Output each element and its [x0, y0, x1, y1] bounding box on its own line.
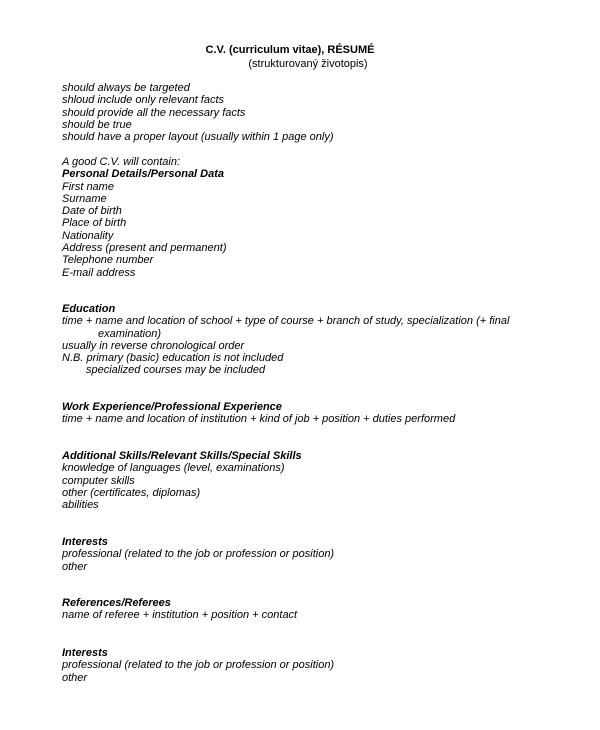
interests-item: professional (related to the job or profession or position) — [62, 659, 335, 672]
intro-line: should have a proper layout (usually within 1 page only) — [62, 131, 334, 144]
education-line: time + name and location of school + type of course + branch of study, specialization (+ final — [62, 315, 510, 328]
personal-section — [62, 156, 582, 279]
personal-heading: Personal Details/Personal Data — [62, 168, 225, 181]
document-subtitle: (strukturovaný životopis) — [248, 58, 368, 70]
personal-item: Surname — [62, 192, 107, 205]
work-heading: Work Experience/Professional Experience — [62, 401, 282, 413]
skills-heading: Additional Skills/Relevant Skills/Special Skills — [62, 450, 302, 462]
interests-section-repeat — [62, 647, 582, 684]
education-line: N.B. primary (basic) education is not included — [62, 352, 284, 365]
education-section — [62, 303, 582, 377]
personal-item: Nationality — [62, 229, 114, 242]
interests-heading: Interests — [62, 536, 108, 548]
work-line: time + name and location of institution + kind of job + position + duties performed — [62, 413, 456, 426]
skills-item: abilities — [62, 499, 99, 512]
intro-line: should provide all the necessary facts — [62, 106, 246, 119]
intro-line: should always be targeted — [62, 82, 190, 94]
education-line: examination) — [98, 327, 161, 340]
document-title: C.V. (curriculum vitae), RÉSUMÉ — [205, 44, 375, 56]
education-line: usually in reverse chronological order — [62, 339, 245, 352]
skills-item: computer skills — [62, 474, 135, 487]
references-heading: References/Referees — [62, 597, 171, 609]
intro-line: shloud include only relevant facts — [62, 94, 225, 107]
references-line: name of referee + institution + position + contact — [62, 609, 298, 622]
personal-item: Place of birth — [62, 217, 127, 230]
skills-item: knowledge of languages (level, examinations) — [62, 462, 285, 475]
interests-item: other — [62, 560, 88, 573]
interests-item: professional (related to the job or profession or position) — [62, 548, 335, 561]
education-heading: Education — [62, 303, 116, 315]
personal-lead: A good C.V. will contain: — [62, 156, 181, 168]
intro-line: should be true — [62, 118, 132, 131]
skills-section — [62, 450, 582, 511]
work-section — [62, 401, 582, 426]
interests-section — [62, 536, 582, 573]
interests-heading: Interests — [62, 647, 108, 659]
personal-item: E-mail address — [62, 266, 136, 279]
personal-item: Address (present and permanent) — [62, 242, 227, 255]
intro-section — [62, 82, 582, 143]
personal-item: First name — [62, 180, 114, 193]
personal-item: Date of birth — [62, 205, 122, 218]
references-section — [62, 597, 582, 622]
personal-item: Telephone number — [62, 254, 154, 267]
interests-item: other — [62, 671, 88, 684]
education-line: specialized courses may be included — [86, 364, 266, 377]
skills-item: other (certificates, diplomas) — [62, 486, 201, 499]
